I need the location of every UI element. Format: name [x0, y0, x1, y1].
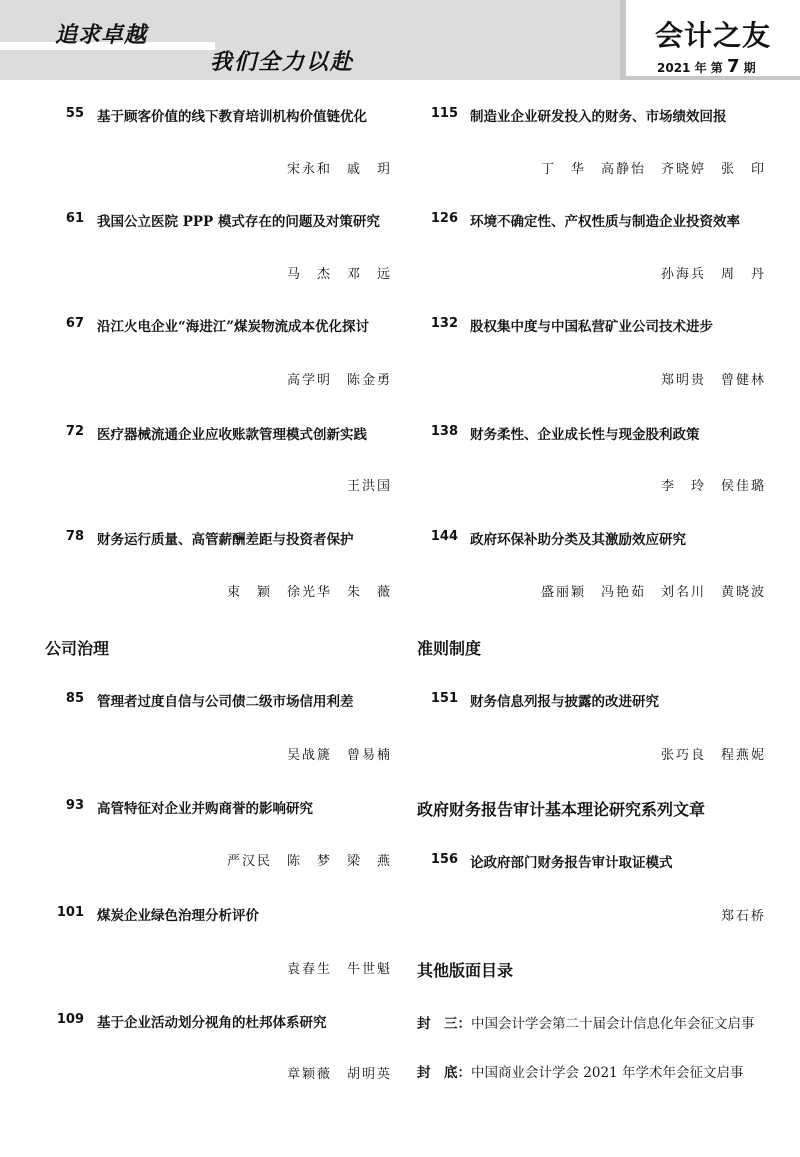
- toc-authors: 马 杰 邓 远: [286, 267, 392, 282]
- toc-title[interactable]: 基于企业活动划分视角的杜邦体系研究: [97, 1015, 327, 1031]
- slogan-line2: 我们全力以赴: [210, 49, 355, 75]
- toc-page-number: 61: [65, 211, 84, 226]
- toc-page-number: 67: [65, 316, 84, 331]
- toc-authors: 丁 华 高静怡 齐晓婷 张 印: [540, 162, 766, 177]
- toc-page-number: 151: [430, 691, 458, 706]
- toc-page-number: 132: [430, 316, 458, 331]
- toc-page-number: 144: [430, 529, 458, 544]
- toc-page-number: 126: [430, 211, 458, 226]
- toc-page-number: 115: [430, 106, 458, 121]
- other-item: [417, 1012, 755, 1032]
- magazine-title: 会计之友: [655, 19, 772, 52]
- toc-page-number: 109: [56, 1012, 84, 1027]
- toc-title[interactable]: 沿江火电企业“海进江”煤炭物流成本优化探讨: [97, 319, 370, 335]
- toc-page-number: 101: [56, 905, 84, 920]
- toc-authors: 郑石桥: [720, 909, 766, 924]
- page-header: [0, 0, 800, 80]
- toc-title[interactable]: 我国公立医院 PPP 模式存在的问题及对策研究: [97, 214, 380, 230]
- toc-authors: 郑明贵 曾健林: [660, 373, 766, 388]
- slogan-line1: 追求卓越: [55, 22, 148, 48]
- section-heading: 其他版面目录: [417, 961, 514, 980]
- toc-authors: 束 颖 徐光华 朱 薇: [226, 585, 392, 600]
- toc-title[interactable]: 煤炭企业绿色治理分析评价: [97, 908, 259, 924]
- toc-title[interactable]: 股权集中度与中国私营矿业公司技术进步: [470, 319, 713, 335]
- toc-authors: 宋永和 戚 玥: [286, 162, 392, 177]
- toc-authors: 高学明 陈金勇: [286, 373, 392, 388]
- other-item-label: 封 三：: [417, 1016, 471, 1032]
- issue-label: [657, 56, 756, 77]
- toc-title[interactable]: 财务柔性、企业成长性与现金股利政策: [470, 427, 700, 443]
- toc-page-number: 72: [65, 424, 84, 439]
- toc-title[interactable]: 医疗器械流通企业应收账款管理模式创新实践: [97, 427, 367, 443]
- toc-title[interactable]: 基于顾客价值的线下教育培训机构价值链优化: [97, 109, 367, 125]
- toc-authors: 袁春生 牛世魁: [286, 962, 392, 977]
- section-heading: 政府财务报告审计基本理论研究系列文章: [417, 800, 706, 819]
- other-item-text[interactable]: 中国会计学会第二十届会计信息化年会征文启事: [471, 1016, 755, 1032]
- toc-title[interactable]: 财务信息列报与披露的改进研究: [470, 694, 659, 710]
- issue-suffix: 期: [743, 61, 756, 75]
- toc-page-number: 55: [65, 106, 84, 121]
- toc-title[interactable]: 管理者过度自信与公司债二级市场信用利差: [97, 694, 354, 710]
- toc-authors: 章颖薇 胡明英: [286, 1067, 392, 1082]
- toc-page-number: 85: [65, 691, 84, 706]
- toc-authors: 严汉民 陈 梦 梁 燕: [226, 854, 392, 869]
- toc-title[interactable]: 高管特征对企业并购商誉的影响研究: [97, 801, 313, 817]
- other-item-text[interactable]: 中国商业会计学会 2021 年学术年会征文启事: [471, 1065, 744, 1081]
- toc-authors: 王洪国: [346, 479, 392, 494]
- toc-page-number: 93: [65, 798, 84, 813]
- other-item: [417, 1061, 743, 1081]
- toc-authors: 张巧良 程燕妮: [660, 748, 766, 763]
- toc-page-number: 138: [430, 424, 458, 439]
- other-item-label: 封 底：: [417, 1065, 471, 1081]
- toc-title[interactable]: 财务运行质量、高管薪酬差距与投资者保护: [97, 532, 354, 548]
- toc-title[interactable]: 政府环保补助分类及其激励效应研究: [470, 532, 686, 548]
- toc-authors: 盛丽颖 冯艳茹 刘名川 黄晓波: [540, 585, 766, 600]
- toc-authors: 李 玲 侯佳璐: [660, 479, 766, 494]
- toc-page-number: 156: [430, 852, 458, 867]
- issue-year: 2021 年 第: [657, 61, 723, 75]
- toc-authors: 吴战篪 曾易楠: [286, 748, 392, 763]
- toc-title[interactable]: 制造业企业研发投入的财务、市场绩效回报: [470, 109, 727, 125]
- section-heading: 准则制度: [417, 639, 482, 658]
- section-heading: 公司治理: [45, 639, 110, 658]
- toc-page-number: 78: [65, 529, 84, 544]
- toc-title[interactable]: 环境不确定性、产权性质与制造企业投资效率: [470, 214, 740, 230]
- issue-number: 7: [726, 56, 740, 77]
- toc-authors: 孙海兵 周 丹: [660, 267, 766, 282]
- toc-title[interactable]: 论政府部门财务报告审计取证模式: [470, 855, 673, 871]
